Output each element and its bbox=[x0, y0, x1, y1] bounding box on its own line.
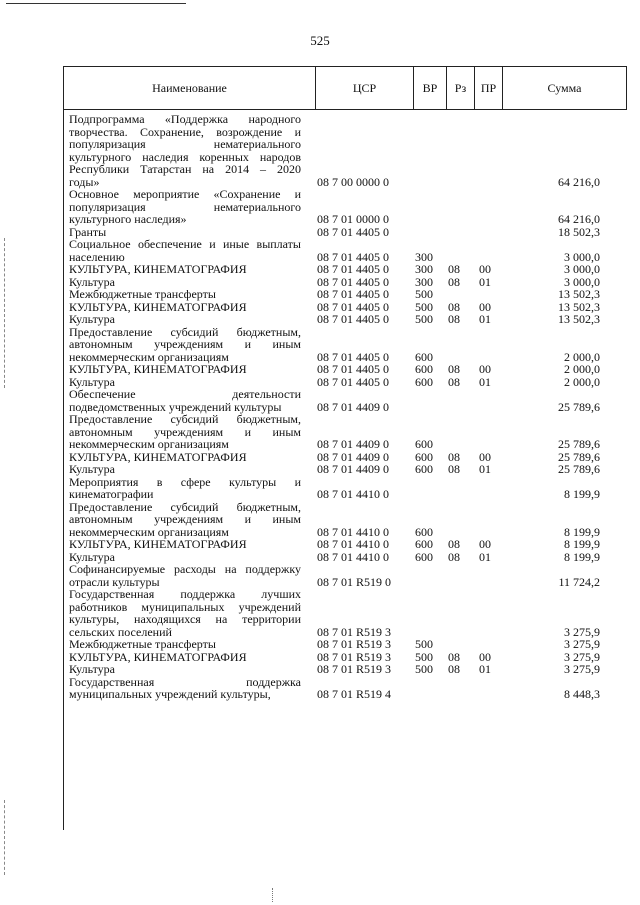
row-name-line: культурного наследия коренных народов bbox=[69, 149, 301, 164]
row-name-line: населению bbox=[69, 249, 125, 264]
row-name-line: годы» bbox=[69, 174, 100, 189]
row-vr: 600 bbox=[415, 437, 433, 451]
row-name bbox=[69, 363, 301, 376]
row-rz: 08 bbox=[448, 299, 460, 314]
row-vr: 600 bbox=[415, 537, 433, 551]
row-name bbox=[69, 413, 301, 451]
row-rz: 08 bbox=[448, 549, 460, 564]
row-csr: 08 7 01 4405 0 bbox=[317, 349, 389, 364]
row-name-line: Софинансируемые расходы на поддержку bbox=[69, 562, 301, 576]
row-name-line: КУЛЬТУРА, КИНЕМАТОГРАФИЯ bbox=[69, 649, 247, 664]
row-name-line: Обеспечение деятельности bbox=[69, 387, 301, 401]
row-sum: 13 502,3 bbox=[558, 299, 600, 314]
row-csr: 08 7 01 4405 0 bbox=[317, 262, 389, 276]
row-name-line: некоммерческим организациям bbox=[69, 524, 229, 539]
row-csr: 08 7 01 4405 0 bbox=[317, 249, 389, 264]
table-row bbox=[0, 663, 640, 676]
row-name bbox=[69, 388, 301, 413]
row-sum: 8 199,9 bbox=[564, 524, 600, 539]
header-sum: Сумма bbox=[547, 80, 582, 95]
row-name-line: муниципальных учреждений культуры, bbox=[69, 687, 271, 701]
row-csr: 08 7 01 4410 0 bbox=[317, 537, 389, 551]
row-name-line: Культура bbox=[69, 274, 115, 289]
row-csr: 08 7 01 4405 0 bbox=[317, 287, 389, 301]
row-pr: 01 bbox=[479, 274, 491, 289]
row-name-line: Межбюджетные трансферты bbox=[69, 287, 216, 301]
row-csr: 08 7 01 R519 3 bbox=[317, 662, 392, 676]
row-name-line: Культура bbox=[69, 374, 115, 389]
row-vr: 500 bbox=[415, 299, 433, 314]
row-name bbox=[69, 663, 301, 676]
row-vr: 600 bbox=[415, 362, 433, 376]
row-csr: 08 7 01 4409 0 bbox=[317, 462, 389, 476]
row-name-line: КУЛЬТУРА, КИНЕМАТОГРАФИЯ bbox=[69, 262, 247, 276]
row-csr: 08 7 01 4405 0 bbox=[317, 224, 389, 239]
table-row bbox=[0, 288, 640, 301]
table-row bbox=[0, 326, 640, 364]
row-vr: 300 bbox=[415, 262, 433, 276]
table-row bbox=[0, 538, 640, 551]
row-name bbox=[69, 463, 301, 476]
row-sum: 3 000,0 bbox=[564, 262, 600, 276]
row-pr: 01 bbox=[479, 662, 491, 676]
row-name-line: работников муниципальных учреждений bbox=[69, 599, 301, 614]
row-name-line: Государственная поддержка bbox=[69, 674, 301, 689]
row-sum: 8 448,3 bbox=[564, 687, 600, 701]
row-name-line: популяризация нематериального bbox=[69, 137, 301, 151]
row-name-line: Гранты bbox=[69, 224, 107, 239]
row-name-line: Культура bbox=[69, 462, 115, 476]
row-name-line: отрасли культуры bbox=[69, 574, 160, 589]
header-vr: ВР bbox=[414, 67, 447, 109]
table-row bbox=[0, 113, 640, 188]
row-csr: 08 7 01 4405 0 bbox=[317, 299, 389, 314]
row-csr: 08 7 01 4410 0 bbox=[317, 549, 389, 564]
row-sum: 3 275,9 bbox=[564, 649, 600, 664]
row-name-line: культуры, находящихся на территории bbox=[69, 612, 301, 626]
table-header bbox=[63, 66, 627, 110]
row-csr: 08 7 01 4409 0 bbox=[317, 437, 389, 451]
row-sum: 3 000,0 bbox=[564, 274, 600, 289]
row-sum: 25 789,6 bbox=[558, 437, 600, 451]
row-vr: 600 bbox=[415, 549, 433, 564]
row-name-line: Государственная поддержка лучших bbox=[69, 587, 301, 601]
row-sum: 13 502,3 bbox=[558, 312, 600, 326]
row-csr: 08 7 01 R519 3 bbox=[317, 637, 392, 651]
header-pr: ПР bbox=[475, 67, 503, 109]
row-name-line: Предоставление субсидий бюджетным, bbox=[69, 324, 301, 339]
table-row bbox=[0, 313, 640, 326]
row-name-line: популяризация нематериального bbox=[69, 199, 301, 214]
row-rz: 08 bbox=[448, 312, 460, 326]
bottom-mark bbox=[272, 888, 273, 902]
row-csr: 08 7 01 4405 0 bbox=[317, 374, 389, 389]
row-sum: 8 199,9 bbox=[564, 487, 600, 501]
row-name-line: Предоставление субсидий бюджетным, bbox=[69, 412, 301, 426]
row-sum: 8 199,9 bbox=[564, 549, 600, 564]
table-row bbox=[0, 638, 640, 651]
table-row bbox=[0, 188, 640, 226]
table-row bbox=[0, 476, 640, 501]
row-sum: 18 502,3 bbox=[558, 224, 600, 239]
row-name bbox=[69, 538, 301, 551]
row-name-line: некоммерческим организациям bbox=[69, 437, 229, 451]
row-name-line: подведомственных учреждений культуры bbox=[69, 399, 282, 414]
row-name-line: Республики Татарстан на 2014 – 2020 bbox=[69, 162, 301, 176]
row-name bbox=[69, 188, 301, 226]
row-rz: 08 bbox=[448, 537, 460, 551]
row-name-line: автономным учреждениям и иным bbox=[69, 337, 301, 351]
row-vr: 600 bbox=[415, 374, 433, 389]
row-name-line: Основное мероприятие «Сохранение и bbox=[69, 187, 301, 201]
row-csr: 08 7 01 4410 0 bbox=[317, 524, 389, 539]
row-pr: 00 bbox=[479, 262, 491, 276]
row-pr: 01 bbox=[479, 549, 491, 564]
table-row bbox=[0, 676, 640, 701]
row-vr: 500 bbox=[415, 312, 433, 326]
row-rz: 08 bbox=[448, 462, 460, 476]
row-sum: 25 789,6 bbox=[558, 399, 600, 414]
row-csr: 08 7 01 R519 0 bbox=[317, 574, 392, 589]
row-sum: 3 275,9 bbox=[564, 637, 600, 651]
row-name bbox=[69, 326, 301, 364]
row-sum: 13 502,3 bbox=[558, 287, 600, 301]
table-row bbox=[0, 413, 640, 451]
margin-dots bbox=[4, 238, 5, 388]
row-csr: 08 7 01 R519 4 bbox=[317, 687, 392, 701]
row-name-line: кинематографии bbox=[69, 487, 154, 501]
row-pr: 00 bbox=[479, 537, 491, 551]
row-csr: 08 7 01 4405 0 bbox=[317, 312, 389, 326]
row-sum: 25 789,6 bbox=[558, 449, 600, 464]
row-csr: 08 7 01 4409 0 bbox=[317, 399, 389, 414]
row-name bbox=[69, 113, 301, 188]
row-name-line: культурного наследия» bbox=[69, 212, 187, 226]
row-csr: 08 7 01 R519 3 bbox=[317, 649, 392, 664]
row-vr: 600 bbox=[415, 349, 433, 364]
row-vr: 600 bbox=[415, 524, 433, 539]
row-sum: 11 724,2 bbox=[558, 574, 600, 589]
row-csr: 08 7 01 0000 0 bbox=[317, 212, 389, 226]
row-pr: 00 bbox=[479, 449, 491, 464]
row-csr: 08 7 01 4405 0 bbox=[317, 362, 389, 376]
row-sum: 8 199,9 bbox=[564, 537, 600, 551]
table-row bbox=[0, 238, 640, 263]
margin-dots-lower bbox=[4, 800, 5, 875]
row-vr: 600 bbox=[415, 449, 433, 464]
row-vr: 300 bbox=[415, 249, 433, 264]
table-row bbox=[0, 563, 640, 588]
row-sum: 25 789,6 bbox=[558, 462, 600, 476]
row-name-line: Социальное обеспечение и иные выплаты bbox=[69, 237, 301, 251]
row-name bbox=[69, 676, 301, 701]
header-rz: Рз bbox=[447, 67, 475, 109]
row-pr: 00 bbox=[479, 299, 491, 314]
row-pr: 00 bbox=[479, 362, 491, 376]
row-name-line: автономным учреждениям и иным bbox=[69, 424, 301, 439]
page-number: 525 bbox=[310, 33, 330, 48]
row-pr: 01 bbox=[479, 462, 491, 476]
row-name-line: Подпрограмма «Поддержка народного bbox=[69, 112, 301, 126]
row-sum: 2 000,0 bbox=[564, 374, 600, 389]
row-name-line: Мероприятия в сфере культуры и bbox=[69, 474, 301, 489]
row-vr: 600 bbox=[415, 462, 433, 476]
row-name-line: творчества. Сохранение, возрождение и bbox=[69, 124, 301, 139]
row-name bbox=[69, 501, 301, 539]
row-rz: 08 bbox=[448, 262, 460, 276]
row-sum: 3 275,9 bbox=[564, 662, 600, 676]
row-csr: 08 7 01 4410 0 bbox=[317, 487, 389, 501]
row-name-line: Культура bbox=[69, 662, 115, 676]
header-csr: ЦСР bbox=[316, 67, 414, 109]
row-sum: 3 000,0 bbox=[564, 249, 600, 264]
row-name-line: КУЛЬТУРА, КИНЕМАТОГРАФИЯ bbox=[69, 449, 247, 464]
row-vr: 500 bbox=[415, 662, 433, 676]
row-rz: 08 bbox=[448, 449, 460, 464]
row-pr: 00 bbox=[479, 649, 491, 664]
row-sum: 2 000,0 bbox=[564, 349, 600, 364]
row-rz: 08 bbox=[448, 374, 460, 389]
row-vr: 300 bbox=[415, 274, 433, 289]
row-name-line: некоммерческим организациям bbox=[69, 349, 229, 364]
row-name-line: автономным учреждениям и иным bbox=[69, 512, 301, 526]
row-vr: 500 bbox=[415, 637, 433, 651]
row-name-line: сельских поселений bbox=[69, 624, 172, 639]
row-name-line: Культура bbox=[69, 549, 115, 564]
table-row bbox=[0, 501, 640, 539]
table-row bbox=[0, 463, 640, 476]
row-csr: 08 7 01 4409 0 bbox=[317, 449, 389, 464]
header-name: Наименование bbox=[64, 67, 316, 109]
row-name bbox=[69, 476, 301, 501]
row-rz: 08 bbox=[448, 274, 460, 289]
row-name bbox=[69, 288, 301, 301]
row-vr: 500 bbox=[415, 649, 433, 664]
row-sum: 3 275,9 bbox=[564, 624, 600, 639]
row-name bbox=[69, 563, 301, 588]
row-name bbox=[69, 238, 301, 263]
row-rz: 08 bbox=[448, 662, 460, 676]
row-name-line: КУЛЬТУРА, КИНЕМАТОГРАФИЯ bbox=[69, 537, 247, 551]
row-name-line: КУЛЬТУРА, КИНЕМАТОГРАФИЯ bbox=[69, 299, 247, 314]
row-rz: 08 bbox=[448, 649, 460, 664]
row-name bbox=[69, 638, 301, 651]
top-rule bbox=[6, 3, 186, 4]
row-rz: 08 bbox=[448, 362, 460, 376]
table-row bbox=[0, 363, 640, 376]
row-sum: 64 216,0 bbox=[558, 212, 600, 226]
table-row bbox=[0, 588, 640, 638]
row-sum: 2 000,0 bbox=[564, 362, 600, 376]
table-body bbox=[0, 113, 640, 701]
row-sum: 64 216,0 bbox=[558, 174, 600, 189]
table-row bbox=[0, 263, 640, 276]
row-csr: 08 7 01 4405 0 bbox=[317, 274, 389, 289]
row-vr: 500 bbox=[415, 287, 433, 301]
row-name-line: Межбюджетные трансферты bbox=[69, 637, 216, 651]
row-name bbox=[69, 263, 301, 276]
row-name-line: Культура bbox=[69, 312, 115, 326]
row-name bbox=[69, 588, 301, 638]
row-name bbox=[69, 313, 301, 326]
table-row bbox=[0, 388, 640, 413]
row-name-line: Предоставление субсидий бюджетным, bbox=[69, 499, 301, 514]
row-pr: 01 bbox=[479, 374, 491, 389]
row-csr: 08 7 01 R519 3 bbox=[317, 624, 392, 639]
row-csr: 08 7 00 0000 0 bbox=[317, 174, 389, 189]
row-pr: 01 bbox=[479, 312, 491, 326]
row-name-line: КУЛЬТУРА, КИНЕМАТОГРАФИЯ bbox=[69, 362, 247, 376]
